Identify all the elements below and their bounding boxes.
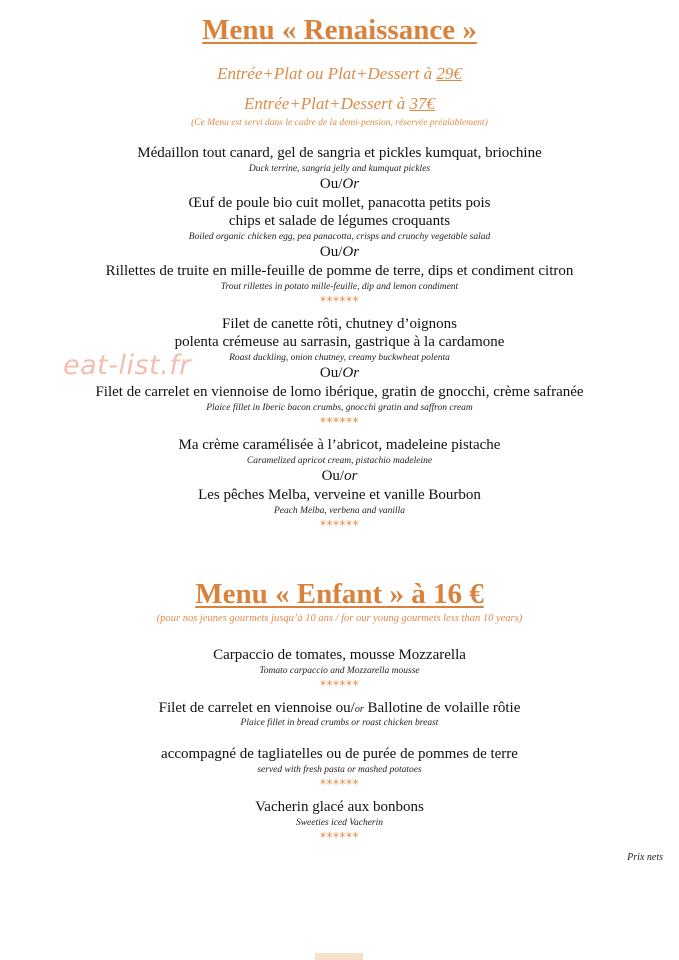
plat-1-translation: Roast duckling, onion chutney, creamy buckwheat polenta	[229, 353, 450, 363]
or-separator: Ou/or	[321, 468, 358, 484]
enfant-dessert: Vacherin glacé aux bonbons	[255, 799, 424, 815]
stars-separator: ******	[320, 830, 359, 844]
plat-1: Filet de canette rôti, chutney d’oignons	[222, 316, 457, 332]
or-separator: Ou/Or	[319, 176, 360, 192]
stars-separator: ******	[320, 294, 359, 308]
enfant-starter-translation: Tomato carpaccio and Mozzarella mousse	[259, 666, 420, 676]
enfant-side: accompagné de tagliatelles ou de purée de pommes de terre	[161, 746, 518, 762]
dessert-1-translation: Caramelized apricot cream, pistachio madeleine	[246, 456, 433, 466]
plat-2-translation: Plaice fillet in Iberic bacon crumbs, gnocchi gratin and saffron cream	[206, 403, 473, 413]
plat-1-line-2: polenta crémeuse au sarrasin, gastrique à la cardamone	[174, 334, 505, 350]
price-29: 29€	[436, 64, 462, 83]
entree-1: Médaillon tout canard, gel de sangria et pickles kumquat, briochine	[137, 145, 542, 161]
stars-separator: ******	[320, 678, 359, 692]
entree-1-translation: Duck terrine, sangria jelly and kumquat pickles	[248, 164, 431, 174]
stars-separator: ******	[320, 518, 359, 532]
or-separator: Ou/Or	[319, 244, 360, 260]
entree-3-translation: Trout rillettes in potato mille-feuille, dip and lemon condiment	[220, 282, 459, 292]
watermark-logo: eat-list.fr	[63, 350, 191, 381]
enfant-side-translation: served with fresh pasta or mashed potatoes	[257, 765, 422, 775]
renaissance-price-1: Entrée+Plat ou Plat+Dessert à 29€	[217, 64, 462, 83]
renaissance-price-2: Entrée+Plat+Dessert à 37€	[243, 94, 436, 113]
plat-2: Filet de carrelet en viennoise de lomo ibérique, gratin de gnocchi, crème safranée	[95, 384, 584, 400]
enfant-starter: Carpaccio de tomates, mousse Mozzarella	[213, 647, 466, 663]
stars-separator: ******	[320, 777, 359, 791]
renaissance-title: Menu « Renaissance »	[202, 14, 477, 46]
entree-2-line-2: chips et salade de légumes croquants	[228, 213, 451, 229]
stars-separator: ******	[320, 415, 359, 429]
entree-2: Œuf de poule bio cuit mollet, panacotta petits pois	[188, 195, 491, 211]
enfant-title: Menu « Enfant » à 16 €	[195, 578, 484, 610]
enfant-note: (pour nos jeunes gourmets jusqu’à 10 ans / for our young gourmets less than 10 years)	[156, 613, 523, 624]
entree-3: Rillettes de truite en mille-feuille de pomme de terre, dips et condiment citron	[105, 263, 574, 279]
enfant-dessert-translation: Sweeties iced Vacherin	[295, 818, 384, 828]
dessert-2: Les pêches Melba, verveine et vanille Bourbon	[198, 487, 481, 503]
price-37: 37€	[409, 94, 436, 113]
enfant-main-translation: Plaice fillet in bread crumbs or roast chicken breast	[240, 718, 439, 728]
or-separator: Ou/Or	[319, 365, 360, 381]
dessert-2-translation: Peach Melba, verbena and vanilla	[273, 506, 406, 516]
dessert-1: Ma crème caramélisée à l’abricot, madeleine pistache	[178, 437, 501, 453]
bottom-decoration	[315, 953, 363, 960]
enfant-main: Filet de carrelet en viennoise ou/or Ballotine de volaille rôtie	[158, 700, 521, 716]
entree-2-translation: Boiled organic chicken egg, pea panacotta, crisps and crunchy vegetable salad	[188, 232, 491, 242]
prix-nets: Prix nets	[627, 852, 663, 863]
renaissance-note: (Ce Menu est servi dans le cadre de la demi-pension, réservée préalablement)	[191, 118, 488, 128]
